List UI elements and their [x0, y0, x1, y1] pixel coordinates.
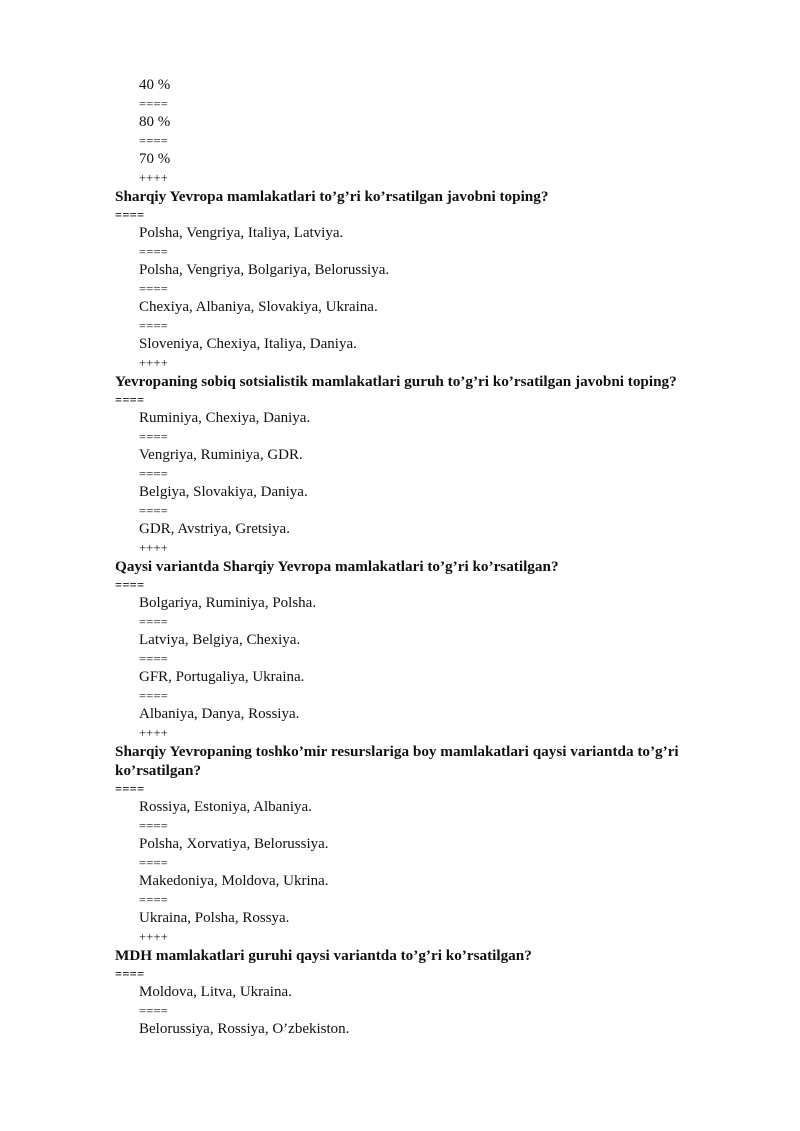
question-end-marker: ++++	[139, 541, 168, 555]
answer-separator: ====	[139, 652, 168, 666]
answer-option: 40 %	[139, 77, 171, 93]
question-text: MDH mamlakatlari guruhi qaysi variantda to’g’ri ko’rsatilgan?	[115, 947, 532, 964]
question-end-marker: ++++	[139, 356, 168, 370]
answer-separator: ====	[139, 430, 168, 444]
answer-option: Makedoniya, Moldova, Ukrina.	[139, 873, 329, 889]
answer-option: Albaniya, Danya, Rossiya.	[139, 706, 300, 722]
answer-separator: ====	[139, 134, 168, 148]
answer-option: Bolgariya, Ruminiya, Polsha.	[139, 595, 317, 611]
answer-separator: ====	[139, 282, 168, 296]
answer-option: Sloveniya, Chexiya, Italiya, Daniya.	[139, 336, 357, 352]
answer-separator: ====	[139, 856, 168, 870]
answer-option: Belorussiya, Rossiya, O’zbekiston.	[139, 1021, 350, 1037]
answer-option: Ruminiya, Chexiya, Daniya.	[139, 410, 311, 426]
question-text: Yevropaning sobiq sotsialistik mamlakatlari guruh to’g’ri ko’rsatilgan javobni toping?	[115, 373, 677, 390]
answer-option: Chexiya, Albaniya, Slovakiya, Ukraina.	[139, 299, 378, 315]
question-separator: ====	[115, 578, 145, 592]
question-separator: ====	[115, 208, 145, 222]
answer-separator: ====	[139, 319, 168, 333]
answer-option: Polsha, Xorvatiya, Belorussiya.	[139, 836, 329, 852]
answer-separator: ====	[139, 245, 168, 259]
answer-option: 80 %	[139, 114, 171, 130]
question-text: Qaysi variantda Sharqiy Yevropa mamlakatlari to’g’ri ko’rsatilgan?	[115, 558, 559, 575]
answer-option: Moldova, Litva, Ukraina.	[139, 984, 292, 1000]
answer-option: Belgiya, Slovakiya, Daniya.	[139, 484, 308, 500]
answer-option: 70 %	[139, 151, 171, 167]
answer-option: Polsha, Vengriya, Italiya, Latviya.	[139, 225, 344, 241]
answer-separator: ====	[139, 615, 168, 629]
answer-option: GDR, Avstriya, Gretsiya.	[139, 521, 290, 537]
question-end-marker: ++++	[139, 171, 168, 185]
answer-separator: ====	[139, 504, 168, 518]
answer-option: Polsha, Vengriya, Bolgariya, Belorussiya.	[139, 262, 390, 278]
document-page	[0, 76, 800, 1039]
question-text: Sharqiy Yevropa mamlakatlari to’g’ri ko’rsatilgan javobni toping?	[115, 188, 549, 205]
question-separator: ====	[115, 393, 145, 407]
answer-separator: ====	[139, 689, 168, 703]
question-separator: ====	[115, 967, 145, 981]
question-end-marker: ++++	[139, 726, 168, 740]
answer-separator: ====	[139, 819, 168, 833]
answer-separator: ====	[139, 467, 168, 481]
answer-separator: ====	[139, 893, 168, 907]
answer-option: Ukraina, Polsha, Rossya.	[139, 910, 290, 926]
answer-separator: ====	[139, 1004, 168, 1018]
answer-separator: ====	[139, 97, 168, 111]
answer-option: Vengriya, Ruminiya, GDR.	[139, 447, 303, 463]
answer-option: Rossiya, Estoniya, Albaniya.	[139, 799, 312, 815]
question-end-marker: ++++	[139, 930, 168, 944]
answer-option: Latviya, Belgiya, Chexiya.	[139, 632, 301, 648]
question-separator: ====	[115, 782, 145, 796]
answer-option: GFR, Portugaliya, Ukraina.	[139, 669, 305, 685]
question-text: Sharqiy Yevropaning toshko’mir resurslariga boy mamlakatlari qaysi variantda to’g’ri ko’rsatilgan?	[115, 743, 679, 779]
